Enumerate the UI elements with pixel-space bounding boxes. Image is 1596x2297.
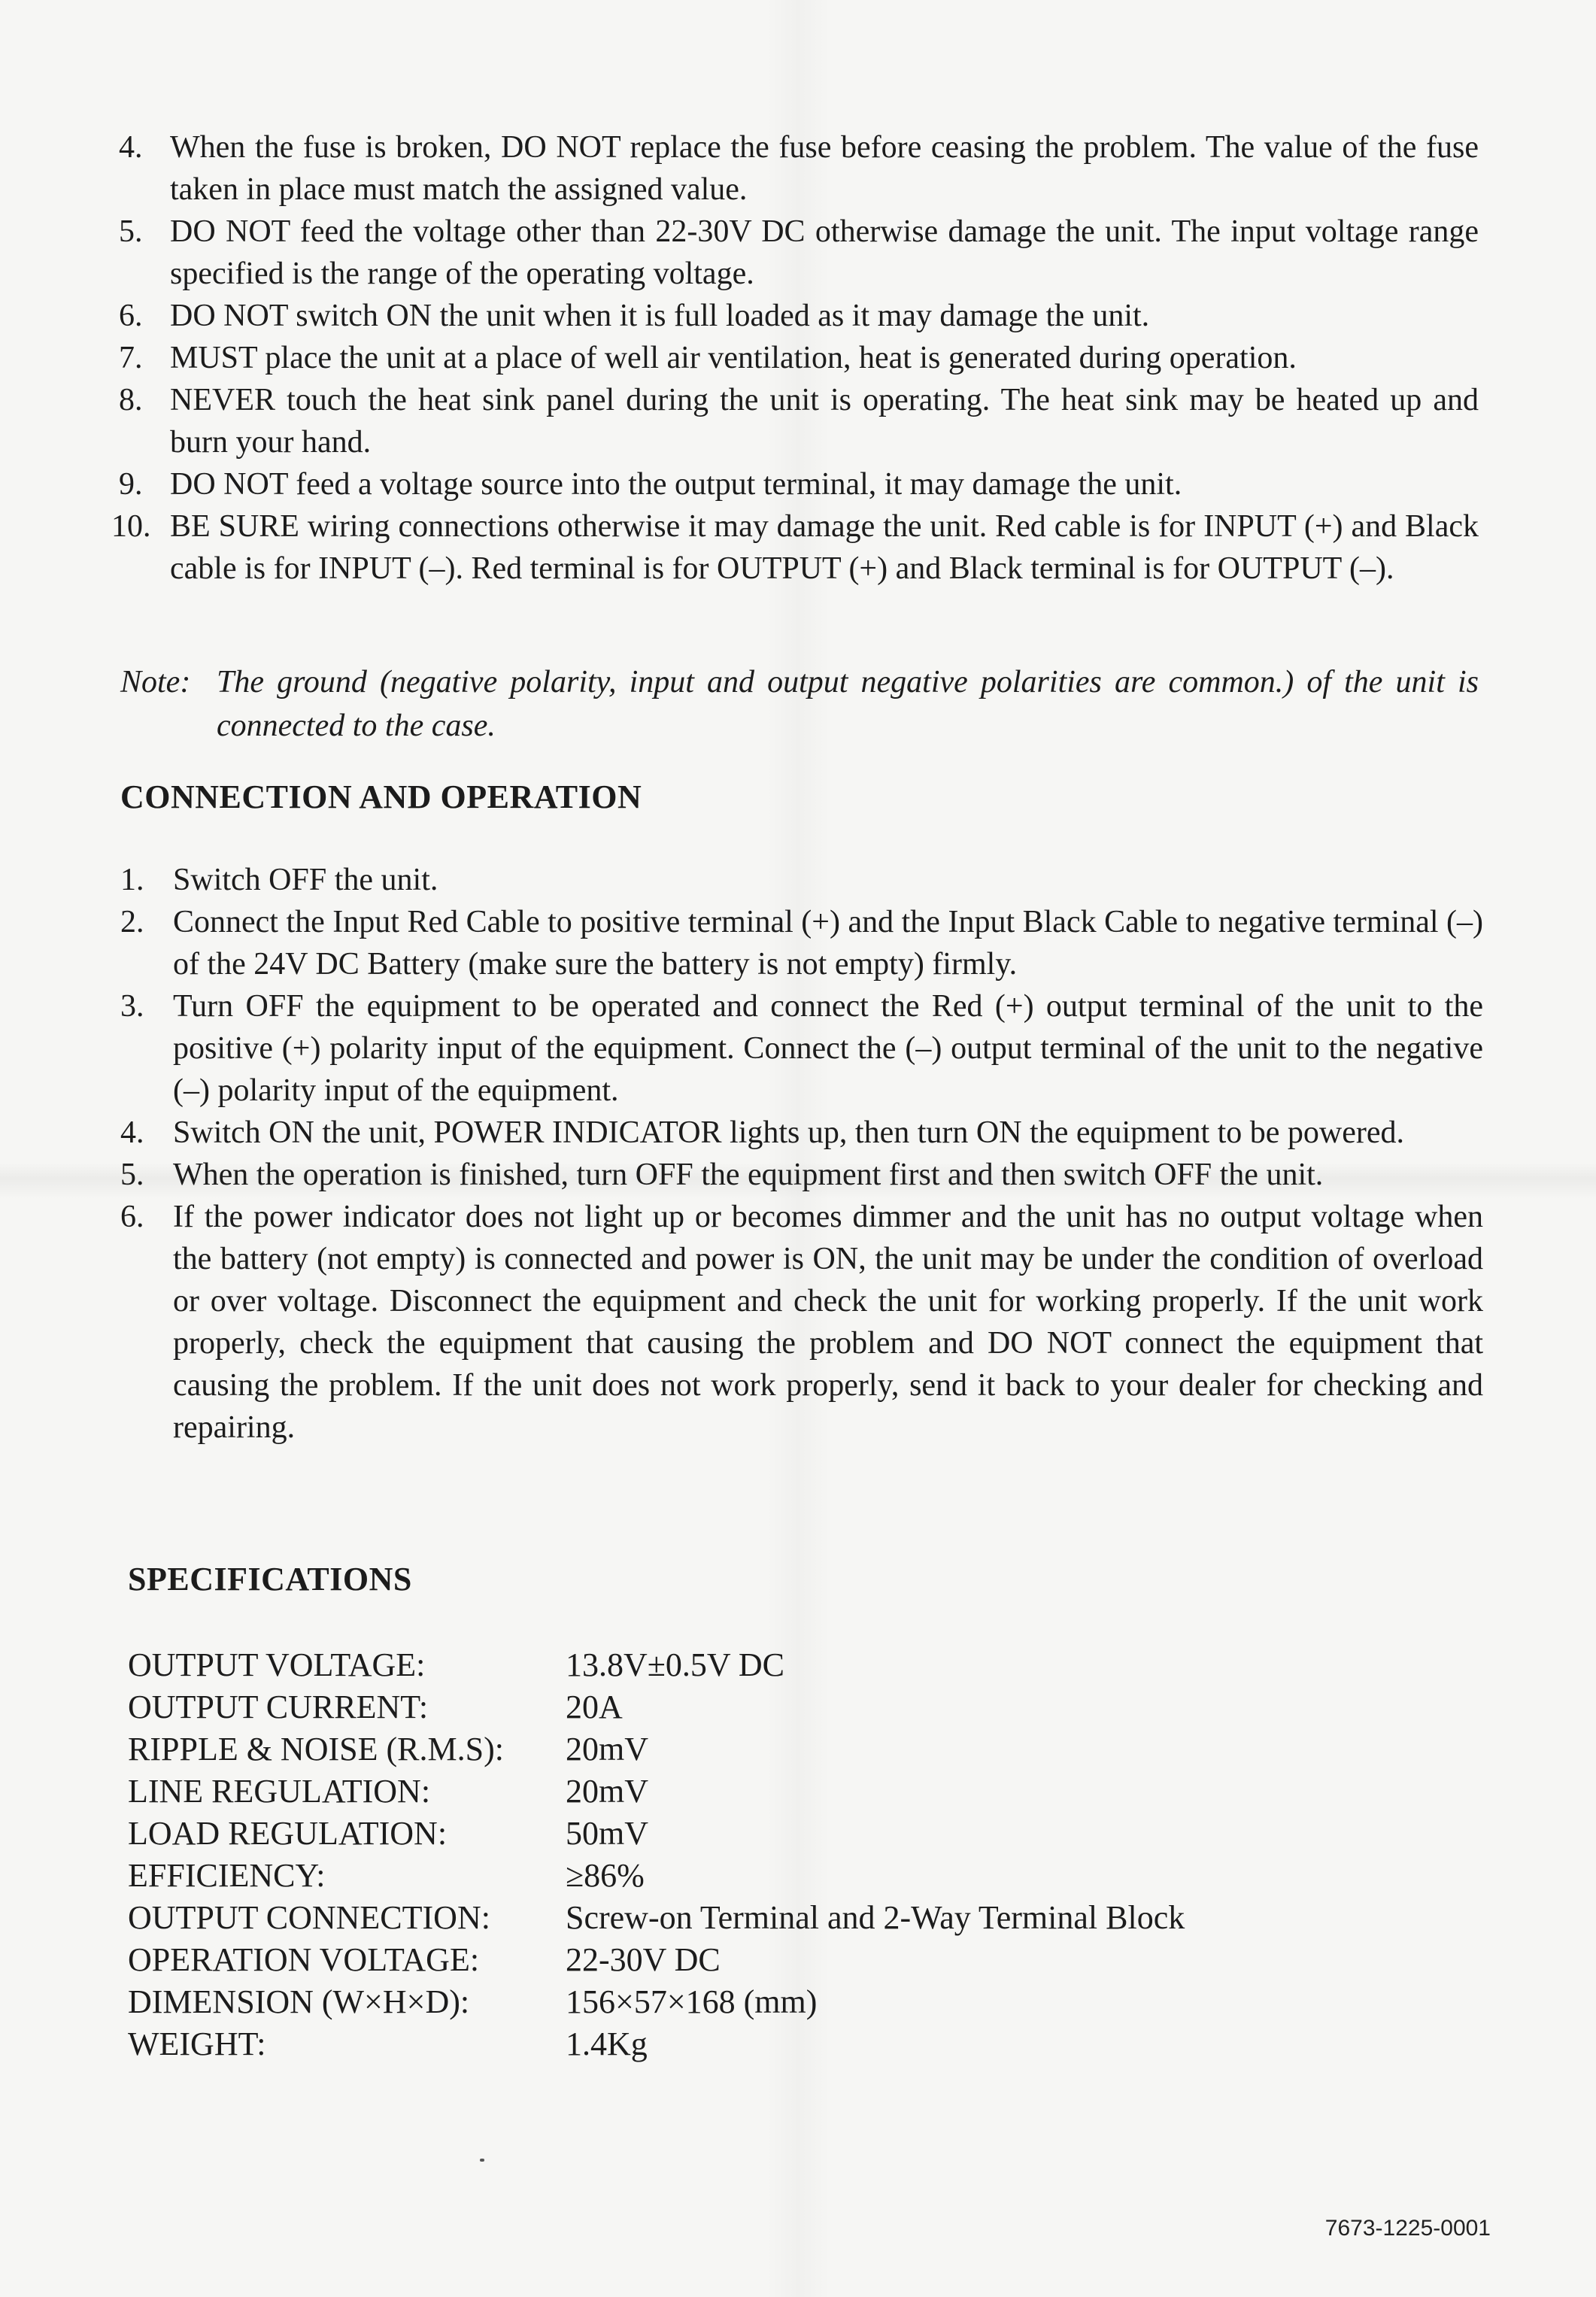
spec-value: 20mV <box>566 1731 648 1768</box>
note-label: Note: <box>120 665 191 699</box>
item-number: 5. <box>119 214 143 249</box>
list-item <box>120 901 1483 985</box>
item-number: 9. <box>119 467 143 502</box>
spec-value: 1.4Kg <box>566 2025 648 2062</box>
table-row <box>128 1897 1185 1939</box>
item-number: 3. <box>120 989 144 1024</box>
spec-label: WEIGHT: <box>128 2025 266 2062</box>
item-text: When the operation is finished, turn OFF the equipment first and then switch OFF the unit. <box>173 1158 1324 1192</box>
table-row <box>128 1813 1185 1855</box>
item-text: Switch ON the unit, POWER INDICATOR lights up, then turn ON the equipment to be powered. <box>173 1115 1405 1150</box>
spec-value: 13.8V±0.5V DC <box>566 1646 785 1683</box>
spec-label: OUTPUT VOLTAGE: <box>128 1646 426 1683</box>
spec-label: OPERATION VOLTAGE: <box>128 1941 480 1978</box>
item-number: 1. <box>120 863 144 897</box>
item-text: BE SURE wiring connections otherwise it may damage the unit. Red cable is for INPUT (+) and Black cable is for INPUT (–). Red terminal is for OUTPUT (+) and Black terminal is for OUTPUT (–). <box>170 509 1479 586</box>
list-item <box>119 211 1479 295</box>
spec-label: OUTPUT CONNECTION: <box>128 1899 490 1936</box>
list-item <box>120 1112 1483 1154</box>
list-item <box>119 463 1479 505</box>
item-text: NEVER touch the heat sink panel during the unit is operating. The heat sink may be heated up and burn your hand. <box>170 383 1479 460</box>
list-item <box>120 859 1483 901</box>
item-text: MUST place the unit at a place of well air ventilation, heat is generated during operation. <box>170 341 1297 375</box>
spec-value: Screw-on Terminal and 2-Way Terminal Block <box>566 1899 1185 1936</box>
table-row <box>128 1771 1185 1813</box>
spec-value: 20A <box>566 1689 623 1725</box>
item-number: 6. <box>119 299 143 333</box>
specifications-table <box>128 1644 1185 2065</box>
item-text: Switch OFF the unit. <box>173 863 438 897</box>
list-item <box>119 126 1479 211</box>
item-number: 5. <box>120 1158 144 1192</box>
item-text: When the fuse is broken, DO NOT replace the fuse before ceasing the problem. The value of the fuse taken in place must match the assigned value. <box>170 130 1479 207</box>
note-paragraph <box>120 660 1479 748</box>
table-row <box>128 1644 1185 1686</box>
spec-value: 156×57×168 (mm) <box>566 1983 818 2020</box>
list-item <box>119 337 1479 379</box>
item-text: DO NOT feed the voltage other than 22-30V DC otherwise damage the unit. The input voltage range specified is the range of the operating voltage. <box>170 214 1479 291</box>
list-item <box>111 505 1479 590</box>
connection-steps-list <box>120 859 1483 1449</box>
item-number: 8. <box>119 383 143 417</box>
connection-heading: CONNECTION AND OPERATION <box>120 778 642 815</box>
table-row <box>128 1981 1185 2023</box>
table-row <box>128 2023 1185 2065</box>
specifications-heading: SPECIFICATIONS <box>128 1561 412 1598</box>
item-text: If the power indicator does not light up or becomes dimmer and the unit has no output voltage when the battery (not empty) is connected and power is ON, the unit may be under the condition of overload or over voltage. Disconnect the equipment and check the unit for working properly. If the unit work properly, check the equipment that causing the problem and DO NOT connect the equipment that causing the problem. If the unit does not work properly, send it back to your dealer for checking and repairing. <box>173 1200 1483 1445</box>
table-row <box>128 1686 1185 1728</box>
item-number: 4. <box>120 1115 144 1150</box>
list-item <box>120 985 1483 1112</box>
item-number: 4. <box>119 130 143 165</box>
spec-value: ≥86% <box>566 1857 645 1894</box>
spec-value: 22-30V DC <box>566 1941 721 1978</box>
item-number: 6. <box>120 1200 144 1234</box>
table-row <box>128 1855 1185 1897</box>
item-number: 7. <box>119 341 143 375</box>
table-row <box>128 1939 1185 1981</box>
spec-label: RIPPLE & NOISE (R.M.S): <box>128 1731 504 1768</box>
ink-speck <box>480 2159 484 2162</box>
spec-label: OUTPUT CURRENT: <box>128 1689 429 1725</box>
item-text: Turn OFF the equipment to be operated and connect the Red (+) output terminal of the unit to the positive (+) polarity input of the equipment. Connect the (–) output terminal of the unit to the negative (–) polarity input of the equipment. <box>173 989 1483 1108</box>
spec-label: LINE REGULATION: <box>128 1773 431 1810</box>
item-text: Connect the Input Red Cable to positive terminal (+) and the Input Black Cable to negative terminal (–) of the 24V DC Battery (make sure the battery is not empty) firmly. <box>173 905 1483 982</box>
item-text: DO NOT switch ON the unit when it is full loaded as it may damage the unit. <box>170 299 1150 333</box>
spec-value: 20mV <box>566 1773 648 1810</box>
note-text: The ground (negative polarity, input and output negative polarities are common.) of the unit is connected to the case. <box>217 665 1479 743</box>
list-item <box>120 1196 1483 1449</box>
list-item <box>119 379 1479 463</box>
spec-label: EFFICIENCY: <box>128 1857 326 1894</box>
safety-instructions-list <box>111 126 1479 590</box>
table-row <box>128 1728 1185 1771</box>
spec-label: LOAD REGULATION: <box>128 1815 448 1852</box>
item-number: 10. <box>111 509 151 544</box>
document-code: 7673-1225-0001 <box>1324 2216 1491 2241</box>
spec-value: 50mV <box>566 1815 648 1852</box>
item-number: 2. <box>120 905 144 939</box>
list-item <box>119 295 1479 337</box>
list-item <box>120 1154 1483 1196</box>
item-text: DO NOT feed a voltage source into the output terminal, it may damage the unit. <box>170 467 1182 502</box>
spec-label: DIMENSION (W×H×D): <box>128 1983 470 2020</box>
